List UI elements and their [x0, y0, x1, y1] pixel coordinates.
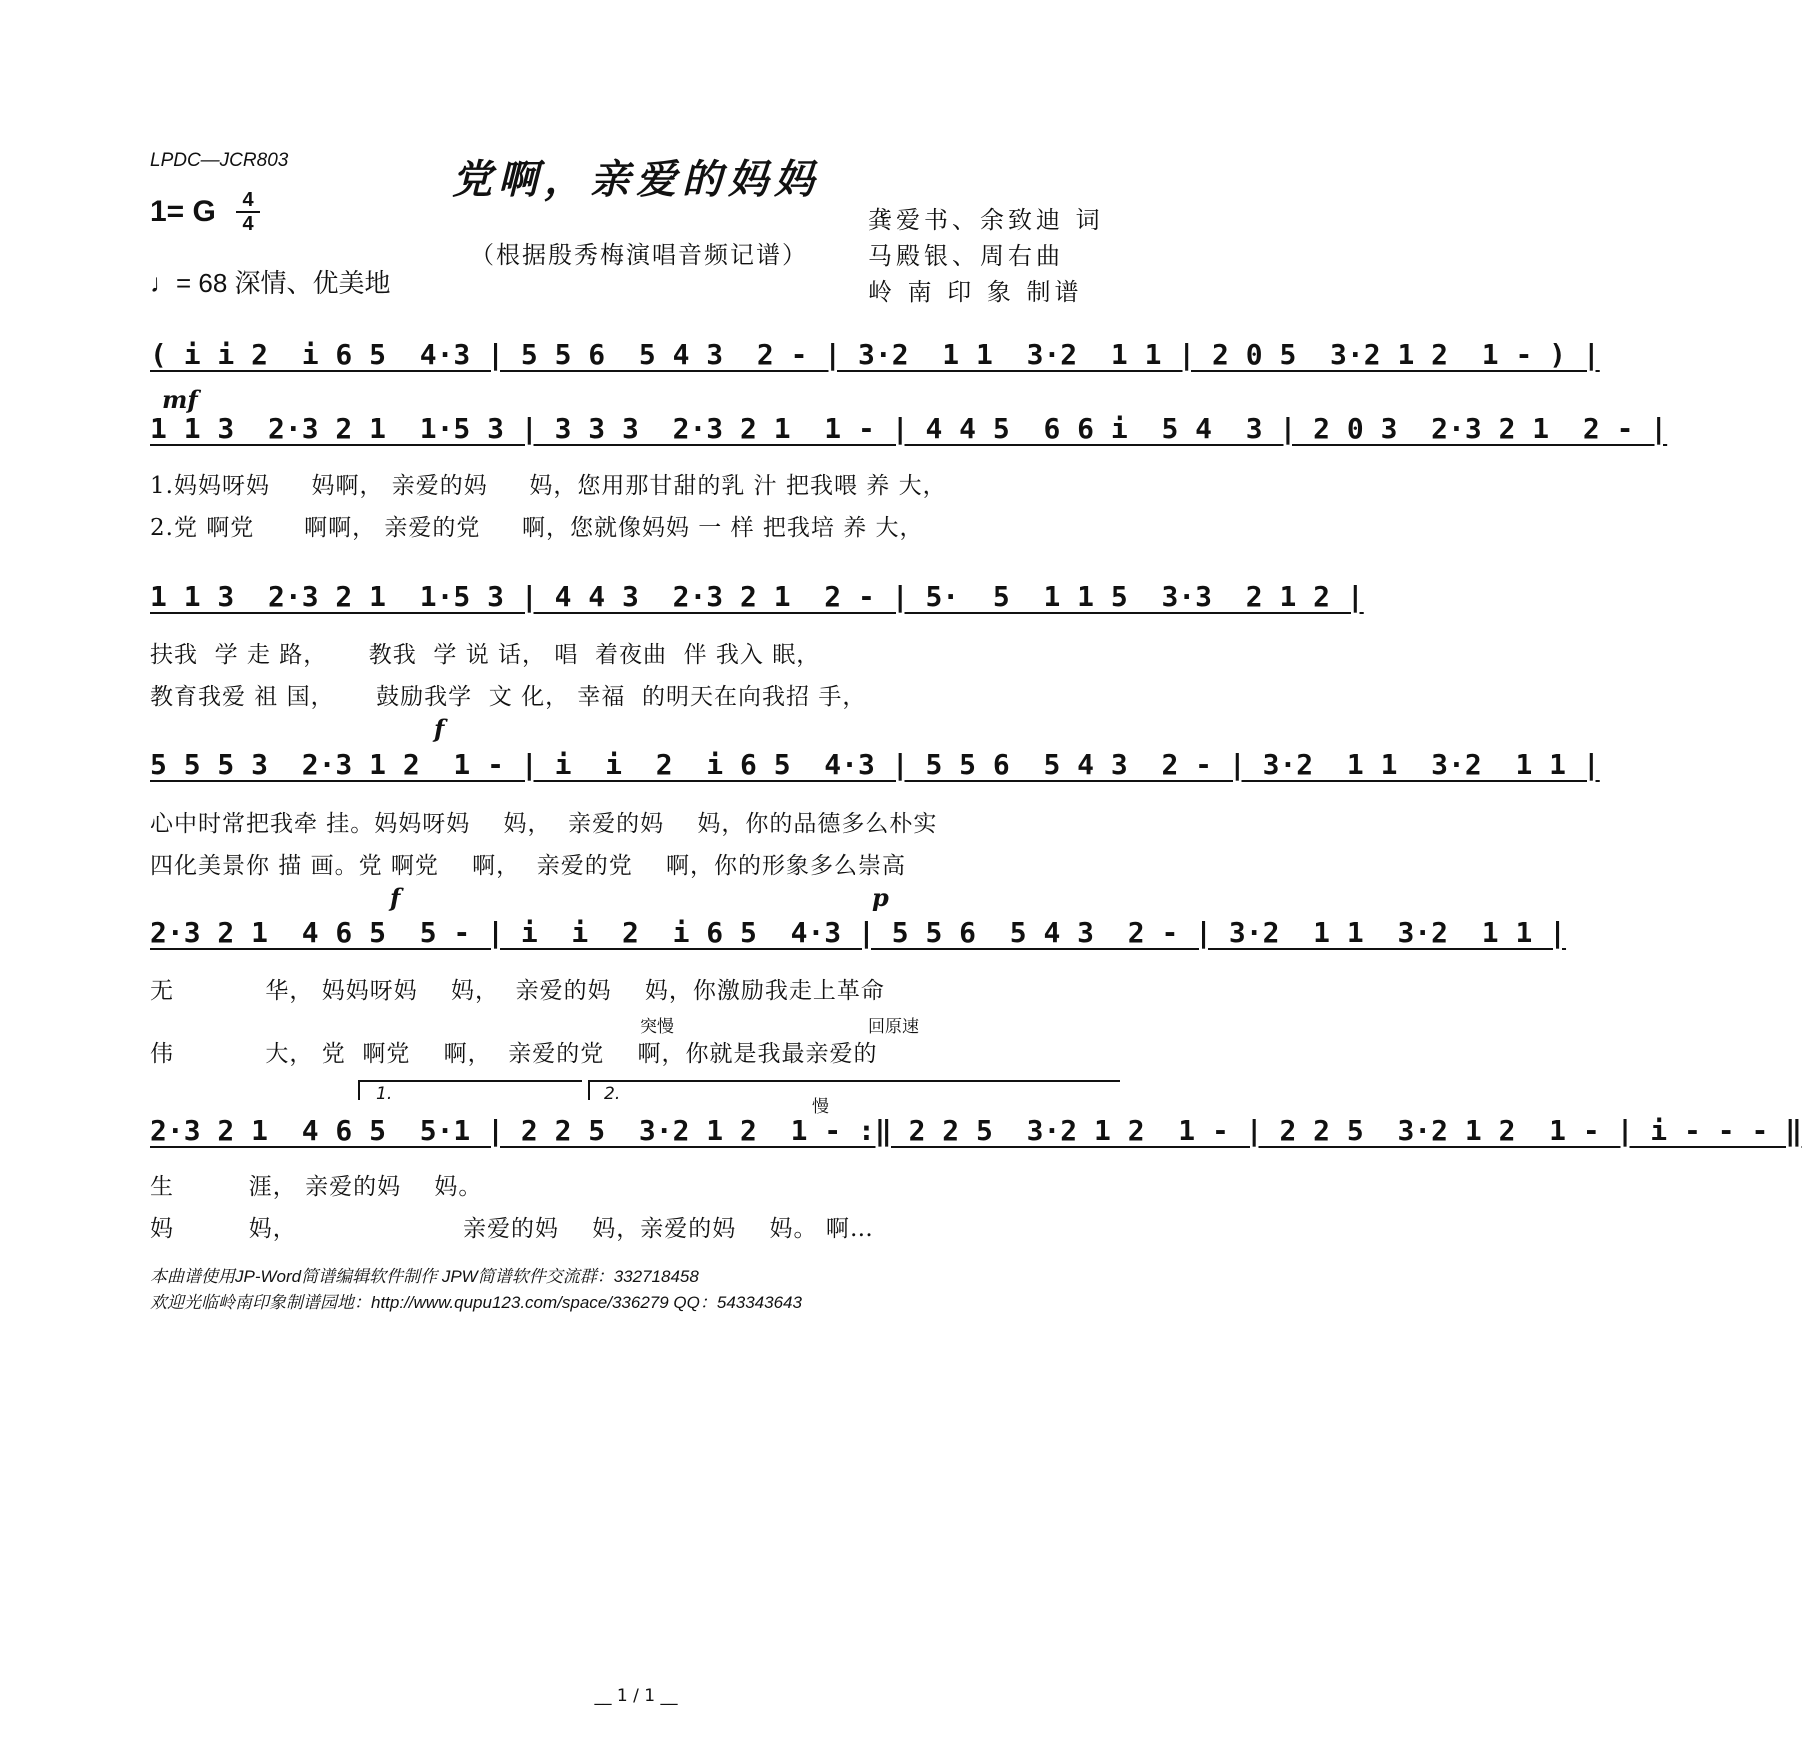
tempo-marking: ♩= 68 深情、优美地 [150, 268, 391, 298]
direction-sudden-slow: 突慢 [640, 1017, 674, 1037]
dynamic-p: p [872, 883, 889, 912]
lyric-verse1-line5: 生 涯， 亲爱的妈 妈。 [150, 1174, 483, 1200]
dynamic-mf: mf [162, 385, 198, 414]
score-line-4: 5 5 5 3 2·3 1 2 1 - | i i 2 i 6 5 4·3 | 5 5 6 5 4 3 2 - | 3·2 1 1 3·2 1 1 | [150, 748, 1600, 781]
footer-site-note: 欢迎光临岭南印象制谱园地：http://www.qupu123.com/space/336279 QQ：543343643 [150, 1293, 802, 1312]
dynamic-f-2: f [390, 883, 401, 912]
direction-slow: 慢 [812, 1097, 829, 1117]
footer-software-note: 本曲谱使用JP-Word简谱编辑软件制作 JPW简谱软件交流群：332718458 [150, 1267, 699, 1286]
arranger-credit: 岭 南 印 象 制谱 [868, 278, 1083, 306]
song-title: 党啊，亲爱的妈妈 [452, 156, 820, 203]
score-line-5: 2·3 2 1 4 6 5 5 - | i i 2 i 6 5 4·3 | 5 5 6 5 4 3 2 - | 3·2 1 1 3·2 1 1 | [150, 916, 1567, 949]
lyric-verse2-line5: 妈 妈， 亲爱的妈 妈，亲爱的妈 妈。 啊… [150, 1216, 874, 1242]
page-number: __ 1 / 1 __ [594, 1686, 678, 1706]
lyric-verse1-line4: 无 华， 妈妈呀妈 妈， 亲爱的妈 妈，你激励我走上革命 [150, 978, 885, 1004]
subtitle: （根据殷秀梅演唱音频记谱） [470, 241, 808, 269]
lyricist-credit: 龚爱书、余致迪 词 [868, 206, 1104, 234]
lyric-verse2-line3: 四化美景你 描 画。党 啊党 啊， 亲爱的党 啊，你的形象多么崇高 [150, 853, 907, 879]
lyric-verse2-line2: 教育我爱 祖 国， 鼓励我学 文 化， 幸福 的明天在向我招 手， [150, 684, 867, 710]
key-signature: 1= G [150, 195, 216, 228]
score-line-2: 1 1 3 2·3 2 1 1·5 3 | 3 3 3 2·3 2 1 1 - | 4 4 5 6 6 i 5 4 3 | 2 0 3 2·3 2 1 2 - | [150, 412, 1668, 445]
score-line-1: ( i i 2 i 6 5 4·3 | 5 5 6 5 4 3 2 - | 3·2 1 1 3·2 1 1 | 2 0 5 3·2 1 2 1 - ) | [150, 338, 1600, 371]
lyric-verse1-line2: 扶我 学 走 路， 教我 学 说 话， 唱 着夜曲 伴 我入 眠， [150, 642, 821, 668]
meter-top: 4 [242, 189, 254, 211]
volta-label-2: 2. [604, 1084, 621, 1104]
score-code: LPDC—JCR803 [150, 150, 289, 171]
lyric-verse2-line4: 伟 大， 党 啊党 啊， 亲爱的党 啊，你就是我最亲爱的 [150, 1041, 878, 1067]
score-line-6: 2·3 2 1 4 6 5 5·1 | 2 2 5 3·2 1 2 1 - :‖ 2 2 5 3·2 1 2 1 - | 2 2 5 3·2 1 2 1 - | i - - - ‖ [150, 1114, 1802, 1147]
score-line-3: 1 1 3 2·3 2 1 1·5 3 | 4 4 3 2·3 2 1 2 - | 5· 5 1 1 5 3·3 2 1 2 | [150, 580, 1364, 613]
lyric-verse1-line3: 心中时常把我牵 挂。妈妈呀妈 妈， 亲爱的妈 妈，你的品德多么朴实 [150, 811, 938, 837]
dynamic-f-1: f [434, 714, 445, 743]
composer-credit: 马殿银、周右曲 [868, 242, 1064, 270]
direction-a-tempo: 回原速 [868, 1017, 919, 1037]
lyric-verse2-line1: 2.党 啊党 啊啊， 亲爱的党 啊，您就像妈妈 一 样 把我培 养 大， [150, 515, 924, 541]
volta-bracket-2 [588, 1080, 1120, 1100]
volta-label-1: 1. [376, 1084, 393, 1104]
time-signature [236, 190, 260, 234]
meter-bottom: 4 [242, 213, 254, 235]
lyric-verse1-line1: 1.妈妈呀妈 妈啊， 亲爱的妈 妈，您用那甘甜的乳 汁 把我喂 养 大， [150, 473, 947, 499]
